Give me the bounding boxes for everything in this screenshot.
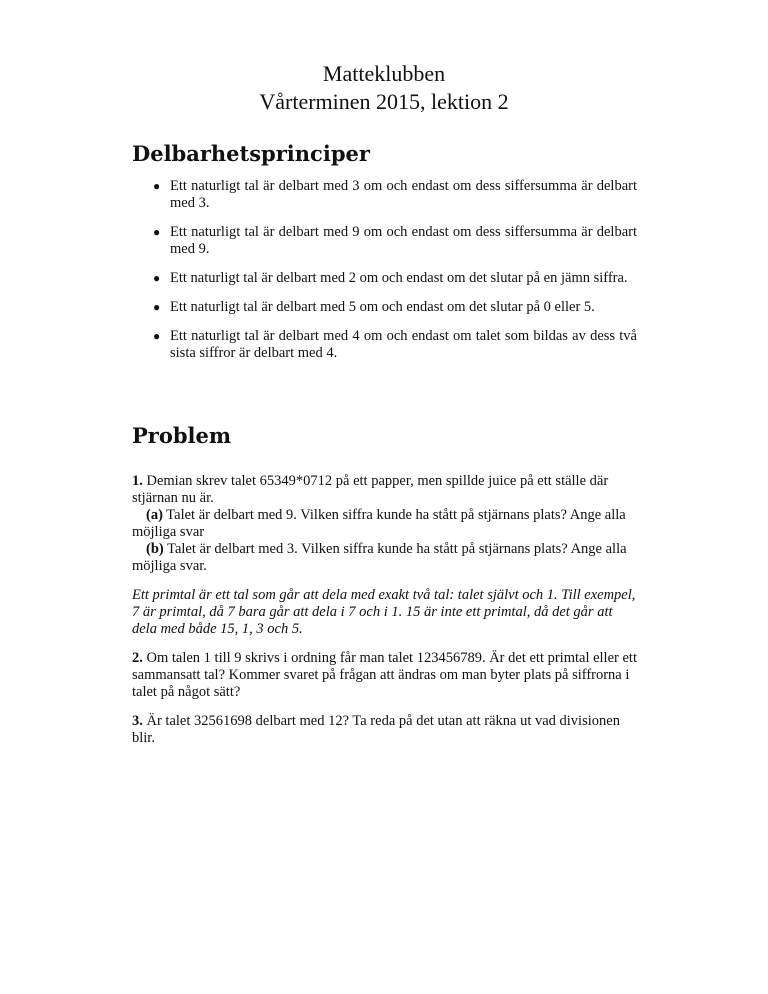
problem-1a — [132, 507, 637, 541]
list-item-text: Ett naturligt tal är delbart med 3 om och endast om dess siffersumma är delbart med 3. — [170, 178, 637, 211]
list-item — [132, 328, 637, 362]
problem-text: Om talen 1 till 9 skrivs i ordning får man talet 123456789. Är det ett primtal eller ett sammansatt tal? Kommer svaret på frågan att ändras om man byter plats på siffrorna i talet på något sätt? — [132, 650, 637, 700]
bullet-icon: ● — [153, 179, 161, 193]
bullet-icon: ● — [153, 300, 161, 314]
title-block — [0, 60, 768, 116]
list-item-text: Ett naturligt tal är delbart med 2 om och endast om det slutar på en jämn siffra. — [170, 270, 628, 286]
spacer — [132, 638, 637, 650]
problem-1b — [132, 541, 637, 575]
list-item-text: Ett naturligt tal är delbart med 9 om och endast om dess siffersumma är delbart med 9. — [170, 224, 637, 257]
subproblem-text: Talet är delbart med 3. Vilken siffra kunde ha stått på stjärnans plats? Ange alla möjliga svar. — [132, 541, 627, 574]
bullet-icon: ● — [153, 329, 161, 343]
spacer — [132, 701, 637, 713]
list-item — [132, 178, 637, 212]
problems-section — [132, 473, 637, 747]
prime-definition-note: Ett primtal är ett tal som går att dela med exakt två tal: talet självt och 1. Till exempel, 7 är primtal, då 7 bara går att dela i 7 och i 1. 15 är inte ett primtal, då det går att dela med både 15, 1, 3 och 5. — [132, 587, 636, 637]
list-item — [132, 270, 637, 287]
list-item — [132, 224, 637, 258]
list-item — [132, 299, 637, 316]
problem-1 — [132, 473, 637, 507]
subproblem-label: (a) — [146, 507, 163, 523]
problem-number: 2. — [132, 650, 143, 666]
problem-text: Är talet 32561698 delbart med 12? Ta reda på det utan att räkna ut vad divisionen blir. — [132, 713, 620, 746]
list-item-text: Ett naturligt tal är delbart med 4 om och endast om talet som bildas av dess två sista siffror är delbart med 4. — [170, 328, 637, 361]
problem-number: 3. — [132, 713, 143, 729]
list-item-text: Ett naturligt tal är delbart med 5 om och endast om det slutar på 0 eller 5. — [170, 299, 595, 315]
spacer — [132, 575, 637, 587]
document-title: Matteklubben — [322, 61, 446, 86]
section-heading-principles: Delbarhetsprinciper — [132, 141, 370, 166]
subproblem-text: Talet är delbart med 9. Vilken siffra kunde ha stått på stjärnans plats? Ange alla möjliga svar — [132, 507, 626, 540]
problem-2 — [132, 650, 637, 701]
problem-text: Demian skrev talet 65349*0712 på ett papper, men spillde juice på ett ställe där stjärnan nu är. — [132, 473, 609, 506]
bullet-icon: ● — [153, 225, 161, 239]
problem-number: 1. — [132, 473, 143, 489]
document-subtitle: Vårterminen 2015, lektion 2 — [259, 89, 509, 114]
principles-list — [132, 178, 637, 374]
problem-3 — [132, 713, 637, 747]
bullet-icon: ● — [153, 271, 161, 285]
subproblem-label: (b) — [146, 541, 164, 557]
section-heading-problems: Problem — [132, 423, 232, 448]
